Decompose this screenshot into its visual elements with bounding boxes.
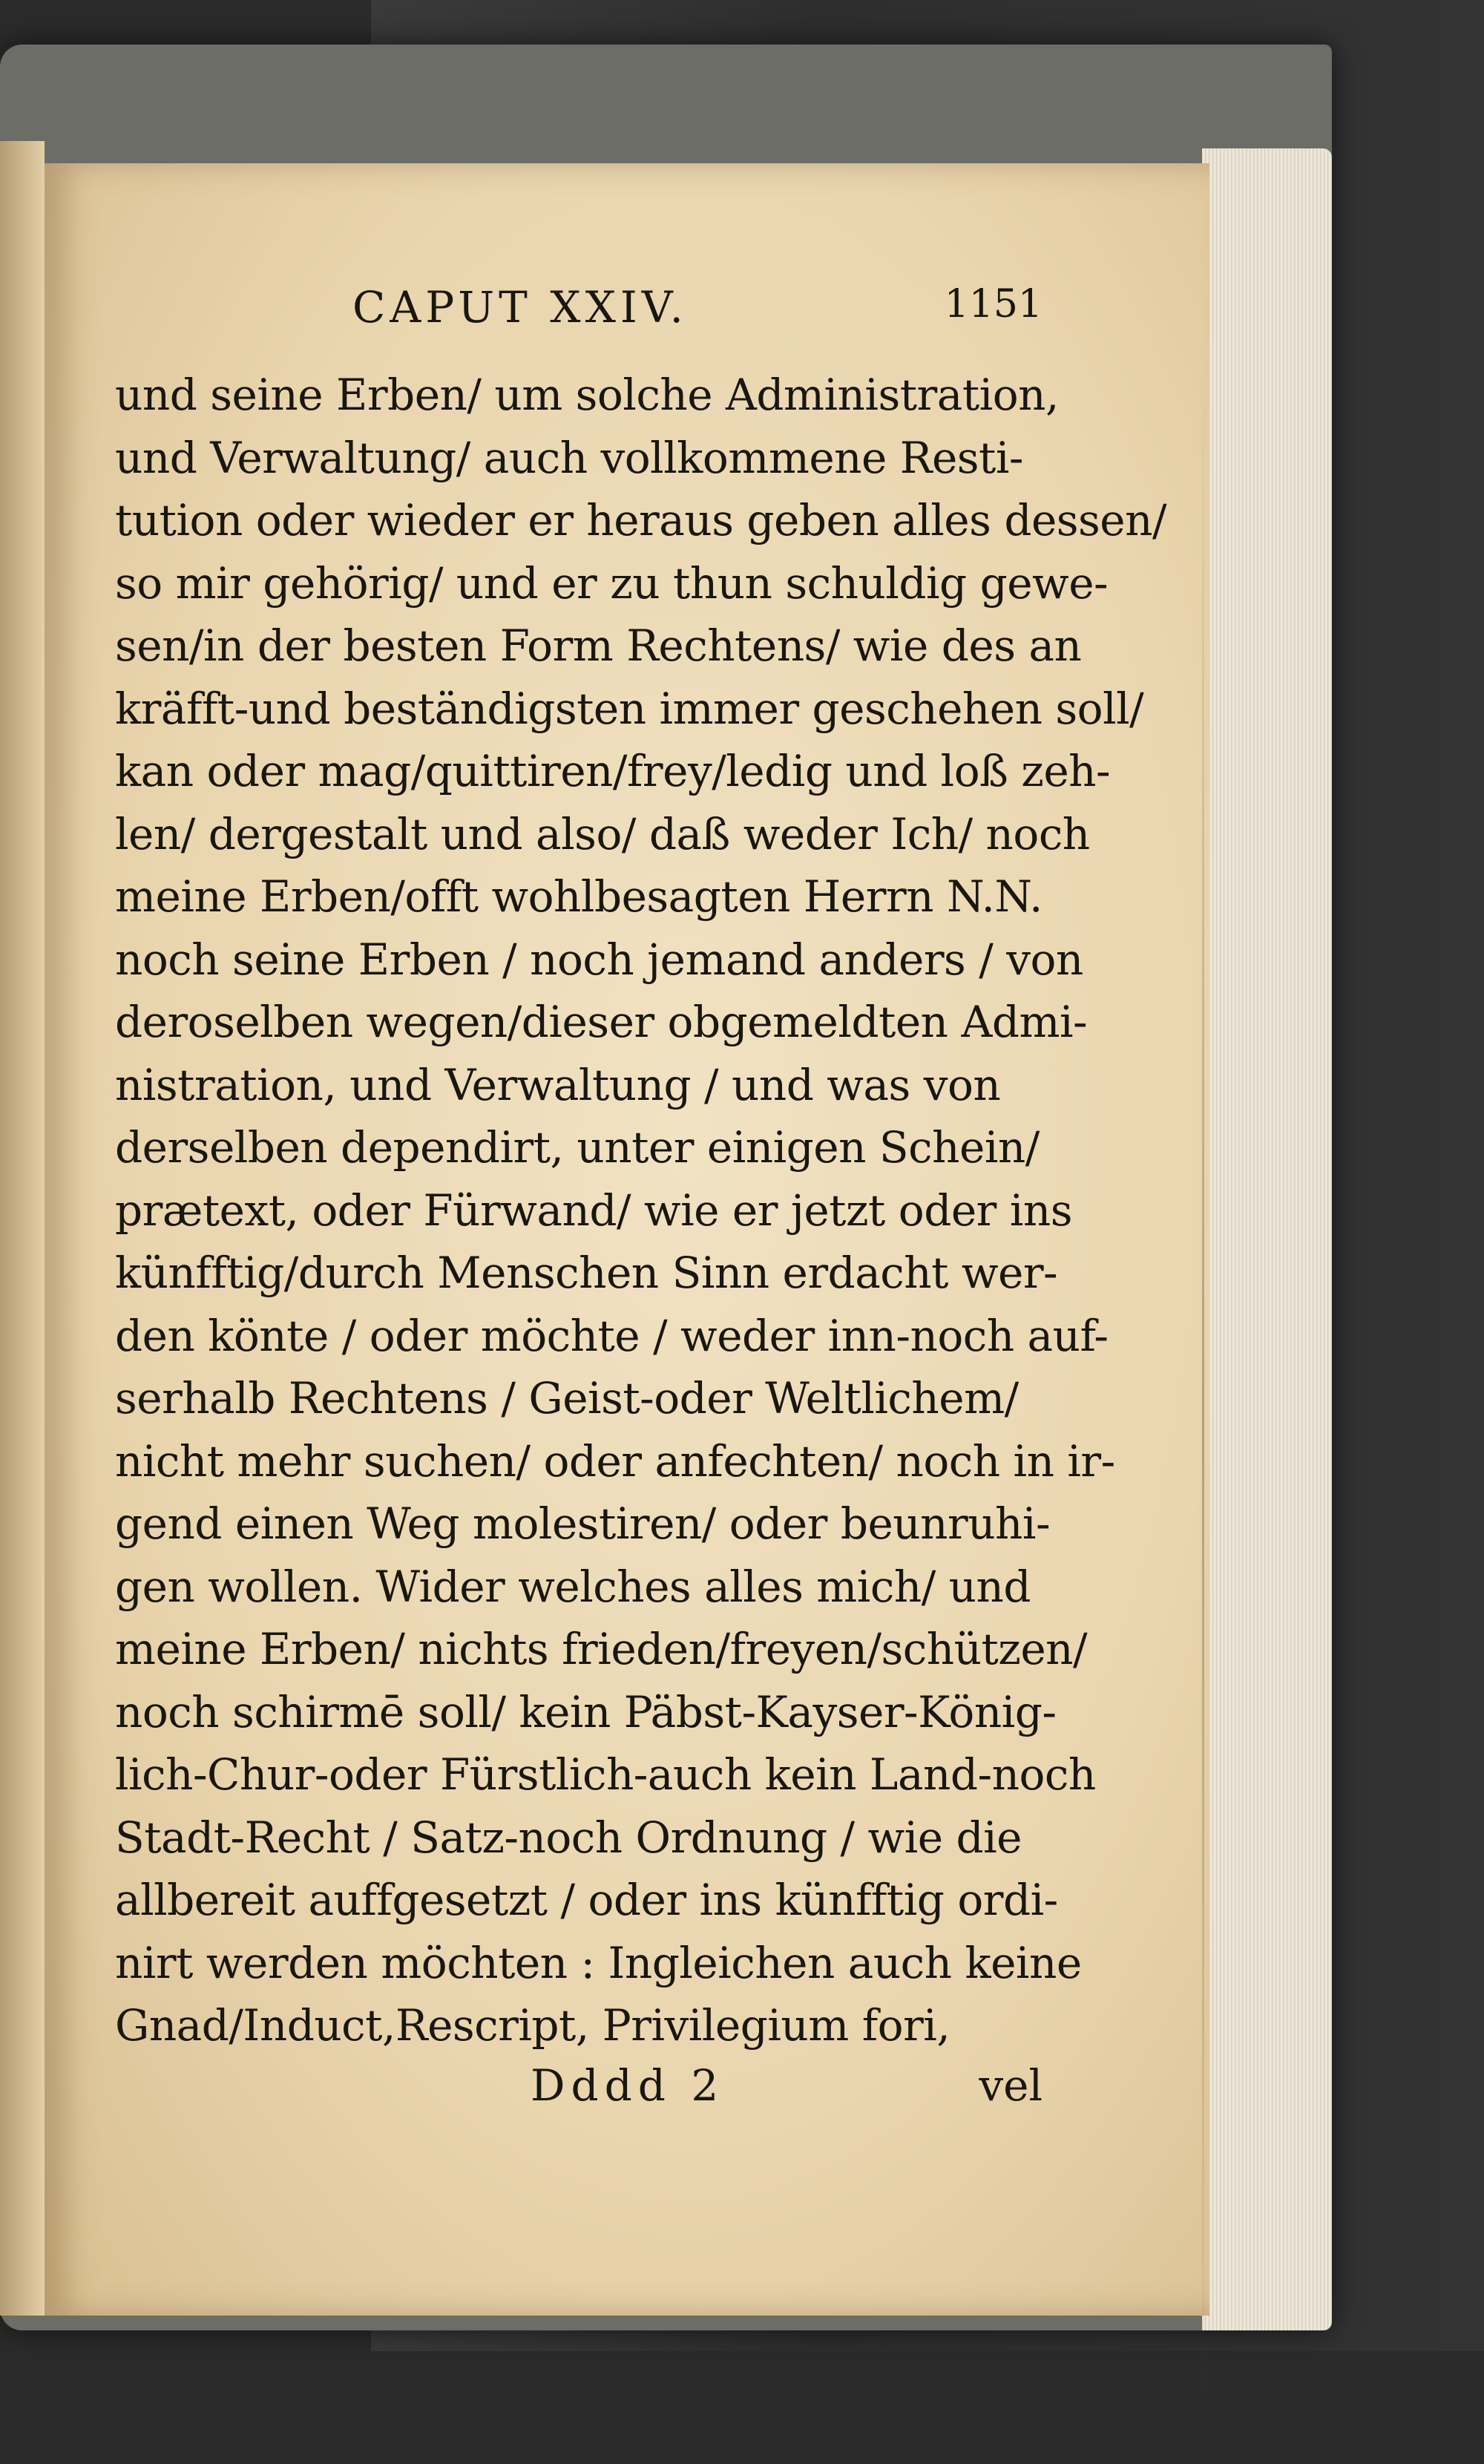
text-line: serhalb Rechtens / Geist-oder Weltlichem/ xyxy=(115,1373,1019,1423)
text-line: lich-Chur-oder Fürstlich-auch kein Land-noch xyxy=(115,1749,1096,1800)
text-line: nistration, und Verwaltung / und was von xyxy=(115,1059,1001,1110)
text-block xyxy=(115,282,1167,2127)
text-line: sen/in der besten Form Rechtens/ wie des an xyxy=(115,620,1082,671)
text-line: meine Erben/ nichts frieden/freyen/schützen/ xyxy=(115,1624,1088,1674)
page-edges xyxy=(1202,148,1332,2330)
text-line: prætext, oder Fürwand/ wie er jetzt oder ins xyxy=(115,1185,1072,1236)
page-fold-shadow xyxy=(1202,386,1204,2464)
text-line: tution oder wieder er heraus geben alles dessen/ xyxy=(115,495,1167,545)
text-line: derselben dependirt, unter einigen Schein/ xyxy=(115,1122,1040,1173)
page-header xyxy=(115,282,1043,364)
text-line: so mir gehörig/ und er zu thun schuldig gewe- xyxy=(115,557,1109,609)
page-number: 1151 xyxy=(944,282,1043,327)
running-title: CAPUT XXIV. xyxy=(352,282,688,332)
text-line: Gnad/Induct,Rescript, Privilegium fori, xyxy=(115,2000,951,2051)
text-line: gen wollen. Wider welches alles mich/ und xyxy=(115,1561,1031,1612)
book-page xyxy=(45,163,1209,2316)
text-line: noch seine Erben / noch jemand anders / von xyxy=(115,934,1083,985)
facing-page-edge xyxy=(0,141,45,2316)
text-line: nirt werden möchten : Ingleichen auch keine xyxy=(115,1937,1082,1988)
text-line: und Verwaltung/ auch vollkommene Resti- xyxy=(115,432,1023,483)
text-line: allbereit auffgesetzt / oder ins künfftig ordi- xyxy=(115,1875,1058,1925)
text-line: kräfft-und beständigsten immer geschehen soll/ xyxy=(115,683,1144,734)
text-line: len/ dergestalt und also/ daß weder Ich/ noch xyxy=(115,808,1090,859)
text-line: gend einen Weg molestiren/ oder beunruhi- xyxy=(115,1498,1051,1549)
text-line: noch schirmē soll/ kein Päbst-Kayser-König- xyxy=(115,1686,1057,1737)
catchword: vel xyxy=(979,2060,1043,2111)
page-footer xyxy=(115,2060,1043,2127)
text-line: und seine Erben/ um solche Administration, xyxy=(115,370,1059,420)
text-line: den könte / oder möchte / weder inn-noch auf- xyxy=(115,1310,1109,1361)
text-line: deroselben wegen/dieser obgemeldten Admi- xyxy=(115,997,1088,1047)
text-line: kan oder mag/quittiren/frey/ledig und loß zeh- xyxy=(115,746,1111,796)
text-line: meine Erben/offt wohlbesagten Herrn N.N. xyxy=(115,871,1043,922)
body-text xyxy=(115,364,1167,2057)
signature-mark: Dddd 2 xyxy=(531,2060,725,2111)
text-line: künfftig/durch Menschen Sinn erdacht wer- xyxy=(115,1248,1058,1298)
text-line: nicht mehr suchen/ oder anfechten/ noch in ir- xyxy=(115,1435,1115,1487)
text-line: Stadt-Recht / Satz-noch Ordnung / wie die xyxy=(115,1812,1022,1863)
